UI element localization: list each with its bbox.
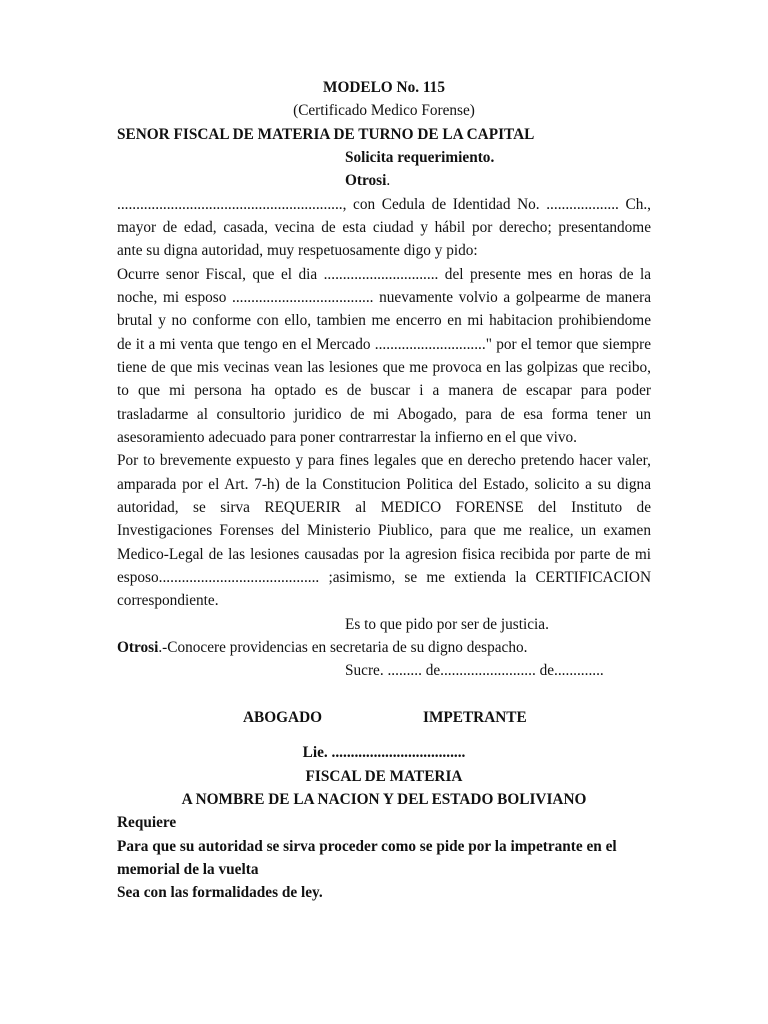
- signature-petitioner: IMPETRANTE: [423, 708, 527, 726]
- paragraph-1-line-2: mayor de edad, casada, vecina de esta ciudad y hábil por derecho; presentandome: [117, 218, 651, 236]
- paragraph-1: [117, 193, 651, 263]
- closing-statement: Es to que pido por ser de justicia.: [345, 615, 549, 633]
- otrosi-heading-label: Otrosi: [345, 172, 387, 190]
- decree-verb: Requiere: [117, 814, 177, 832]
- place-and-date: Sucre. ......... de......................... de.............: [345, 662, 604, 680]
- decree-order-line-2: memorial de la vuelta: [117, 860, 259, 878]
- paragraph-3-line-7: correspondiente.: [117, 592, 219, 610]
- paragraph-2-line-5: tiene de que mis vecinas vean las lesiones que me provoca en las golpizas que recibo,: [117, 358, 651, 376]
- paragraph-1-line-1: ..........................................................., con Cedula de Identidad No. ................... Ch.,: [117, 195, 651, 213]
- paragraph-3-line-2: amparada por el Art. 7-h) de la Constitucion Politica del Estado, solicito a su digna: [117, 475, 651, 493]
- paragraph-2-line-7: trasladarme al consultorio juridico de mi Abogado, para de esa forma tener un: [117, 405, 651, 423]
- paragraph-3-line-3: autoridad, se sirva REQUERIR al MEDICO FORENSE del Instituto de: [117, 498, 651, 516]
- paragraph-3-line-1: Por to brevemente expuesto y para fines legales que en derecho pretendo hacer valer,: [117, 452, 651, 470]
- paragraph-3-line-5: Medico-Legal de las lesiones causadas por la agresion fisica recibida por parte de mi: [117, 545, 651, 563]
- paragraph-2-line-8: asesoramiento adecuado para poner contrarrestar la infierno en el que vivo.: [117, 428, 577, 446]
- spacer: [117, 683, 651, 706]
- otrosi-note-text: .-Conocere providencias en secretaria de su digno despacho.: [158, 638, 528, 656]
- signature-lawyer: ABOGADO: [243, 708, 323, 726]
- decree-authority: FISCAL DE MATERIA: [305, 767, 463, 785]
- otrosi-heading: [117, 169, 651, 192]
- paragraph-2: [117, 263, 651, 450]
- paragraph-2-line-2: noche, mi esposo ..................................... nuevamente volvio a golpearme de manera: [117, 288, 651, 306]
- decree-closing: Sea con las formalidades de ley.: [117, 884, 323, 902]
- decree-in-the-name-of: A NOMBRE DE LA NACION Y DEL ESTADO BOLIVIANO: [181, 790, 587, 808]
- paragraph-1-line-3: ante su digna autoridad, muy respetuosamente digo y pido:: [117, 242, 478, 260]
- paragraph-3: [117, 449, 651, 612]
- paragraph-2-line-3: brutal y no conforme con ello, tambien me encerro en mi habitacion prohibiendome: [117, 312, 651, 330]
- document-title: MODELO No. 115: [323, 79, 445, 96]
- paragraph-3-line-4: Investigaciones Forenses del Ministerio Piublico, para que me realice, un examen: [117, 522, 651, 540]
- signature-row: [117, 706, 651, 729]
- paragraph-2-line-1: Ocurre senor Fiscal, que el dia .............................. del presente mes en horas de la: [117, 265, 651, 283]
- paragraph-2-line-4: de it a mi venta que tengo en el Mercado ............................." por el temor que siempre: [117, 335, 651, 353]
- otrosi-note-label: Otrosi: [117, 638, 159, 656]
- otrosi-note: [117, 636, 651, 659]
- paragraph-2-line-6: to que mi persona ha optado es de buscar i a manera de escapar para poder: [117, 382, 651, 400]
- document-body: [117, 76, 651, 904]
- decree-order-line-1: Para que su autoridad se sirva proceder como se pide por la impetrante en el: [117, 837, 617, 855]
- decree-signatory: Lie. ...................................: [302, 744, 466, 762]
- addressee: SENOR FISCAL DE MATERIA DE TURNO DE LA CAPITAL: [117, 125, 535, 143]
- otrosi-heading-punctuation: .: [386, 172, 391, 190]
- request-summary: Solicita requerimiento.: [345, 148, 495, 166]
- paragraph-3-line-6: esposo.......................................... ;asimismo, se me extienda la CERTIFICACION: [117, 568, 651, 586]
- document-subtitle: (Certificado Medico Forense): [293, 102, 475, 120]
